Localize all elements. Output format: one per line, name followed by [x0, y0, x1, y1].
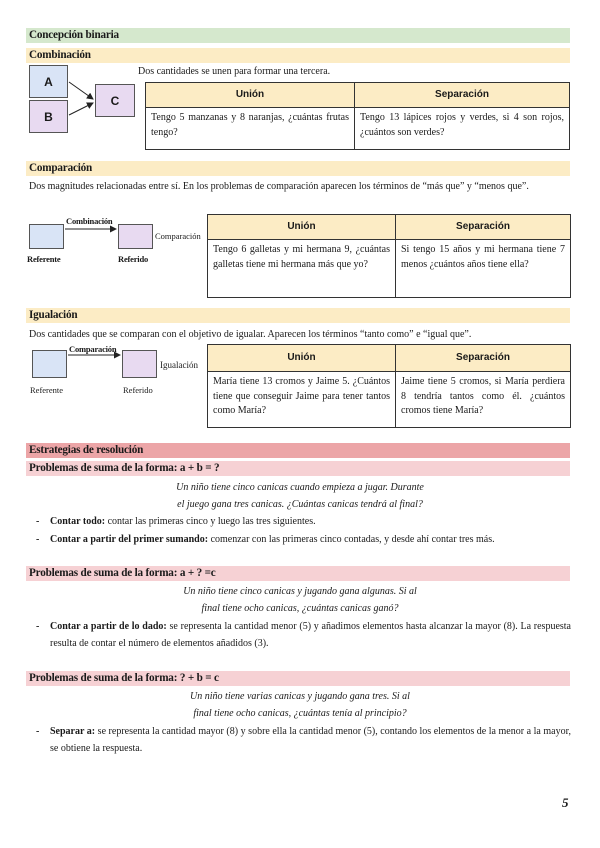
- comparacion-intro: Dos magnitudes relacionadas entre sí. En los problemas de comparación aparecen los términos de “más que” y “menos que”.: [29, 181, 529, 192]
- comparacion-separacion-cell: Si tengo 15 años y mi hermana tiene 7 menos ¿cuántos años tiene ella?: [396, 240, 571, 298]
- igualacion-intro: Dos cantidades que se comparan con el objetivo de igualar. Aparecen los términos “tanto como” e “igual que”.: [29, 329, 472, 340]
- problema2-bullet-1: [36, 618, 571, 652]
- igualacion-diagram-top-label: Comparación: [69, 344, 117, 354]
- section-comparacion-header: Comparación: [26, 161, 570, 176]
- bullet-marker: -: [36, 534, 40, 545]
- box-b: B: [29, 100, 68, 133]
- bullet-text: contar las primeras cinco y luego las tres siguientes.: [105, 516, 316, 527]
- problema1-bullet-1: [36, 513, 571, 530]
- igualacion-union-header: Unión: [208, 345, 396, 372]
- problema2-example-line2: final tiene ocho canicas, ¿cuántas canicas ganó?: [201, 603, 399, 614]
- combinacion-separacion-cell: Tengo 13 lápices rojos y verdes, si 4 son rojos, ¿cuántos son verdes?: [355, 108, 570, 150]
- comparacion-diagram-left-label: Referente: [27, 254, 61, 264]
- bullet-text: se representa la cantidad menor (5) y añadimos elementos hasta alcanzar la mayor (8). La respuesta resulta de contar el número de elementos añadidos (3).: [50, 621, 571, 649]
- bullet-label: Contar todo:: [50, 516, 106, 527]
- bullet-text: se representa la cantidad mayor (8) y sobre ella la cantidad menor (5), contando los elementos de la menor a la mayor, se obtiene la respuesta.: [50, 726, 571, 754]
- igualacion-diagram-right-label: Referido: [123, 385, 153, 395]
- problema2-header: Problemas de suma de la forma: a + ? =c: [26, 566, 570, 581]
- problema3-example-line1: Un niño tiene varias canicas y jugando gana tres. Si al: [190, 691, 410, 702]
- problema3-header: Problemas de suma de la forma: ? + b = c: [26, 671, 570, 686]
- igualacion-separacion-header: Separación: [396, 345, 571, 372]
- box-c: C: [95, 84, 135, 117]
- combinacion-union-cell: Tengo 5 manzanas y 8 naranjas, ¿cuántas frutas tengo?: [146, 108, 355, 150]
- page-number: 5: [562, 795, 569, 810]
- bullet-text: comenzar con las primeras cinco contadas, y desde ahí contar tres más.: [208, 534, 495, 545]
- igualacion-diagram-side-label: Igualación: [160, 360, 198, 370]
- problema1-header: Problemas de suma de la forma: a + b = ?: [26, 461, 570, 476]
- box-a: A: [29, 65, 68, 98]
- igualacion-table: [207, 344, 571, 428]
- comparacion-separacion-header: Separación: [396, 215, 571, 240]
- comparacion-diagram-side-label: Comparación: [155, 231, 201, 241]
- problema1-bullet-2: [36, 531, 571, 548]
- comparacion-union-header: Unión: [208, 215, 396, 240]
- bullet-marker: -: [36, 726, 40, 737]
- problema3-bullet-1: [36, 723, 571, 757]
- bullet-label: Contar a partir del primer sumando:: [50, 534, 209, 545]
- problema1-example-line1: Un niño tiene cinco canicas cuando empieza a jugar. Durante: [176, 482, 424, 493]
- bullet-label: Contar a partir de lo dado:: [50, 621, 167, 632]
- bullet-label: Separar a:: [50, 726, 96, 737]
- combinacion-separacion-header: Separación: [355, 83, 570, 108]
- igualacion-separacion-cell: Jaime tiene 5 cromos, si María perdiera 8 tendría tantos como él. ¿cuántos cromos tiene María?: [396, 372, 571, 428]
- section-igualacion-header: Igualación: [26, 308, 570, 323]
- problema3-example-line2: final tiene ocho canicas, ¿cuántas tenía al principio?: [193, 708, 407, 719]
- igualacion-diagram-left-label: Referente: [30, 385, 64, 395]
- section-combinacion-header: Combinación: [26, 48, 570, 63]
- bullet-marker: -: [36, 621, 40, 632]
- comparacion-diagram-top-label: Combinación: [66, 216, 113, 226]
- problema1-example-line2: el juego gana tres canicas. ¿Cuántas canicas tendrá al final?: [177, 499, 423, 510]
- section-binaria-header: Concepción binaria: [26, 28, 570, 43]
- comparacion-union-cell: Tengo 6 galletas y mi hermana 9, ¿cuántas galletas tiene mi hermana más que yo?: [208, 240, 396, 298]
- section-estrategias-header: Estrategias de resolución: [26, 443, 570, 458]
- bullet-marker: -: [36, 516, 40, 527]
- combinacion-union-header: Unión: [146, 83, 355, 108]
- comparacion-diagram-right-label: Referido: [118, 254, 149, 264]
- combinacion-intro: Dos cantidades se unen para formar una tercera.: [138, 66, 331, 77]
- problema2-example-line1: Un niño tiene cinco canicas y jugando gana algunas. Si al: [183, 586, 417, 597]
- igualacion-union-cell: María tiene 13 cromos y Jaime 5. ¿Cuántos tiene que conseguir Jaime para tener tantos como María?: [208, 372, 396, 428]
